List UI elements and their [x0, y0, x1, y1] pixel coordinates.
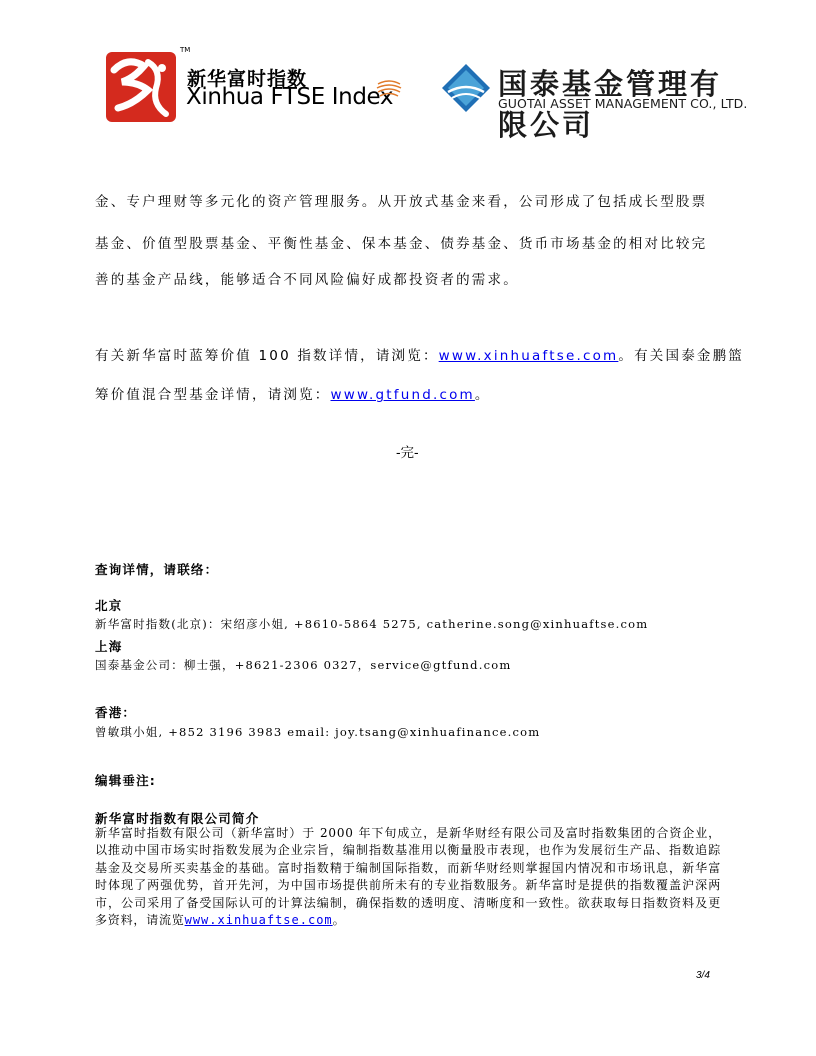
- body-para1-line1: 金、专户理财等多元化的资产管理服务。从开放式基金来看，公司形成了包括成长型股票: [95, 194, 708, 210]
- xinhua-seal-icon: [104, 48, 180, 124]
- intro-title: 新华富时指数有限公司简介: [95, 811, 260, 826]
- intro-paragraph: [95, 825, 721, 929]
- end-mark: -完-: [396, 445, 419, 461]
- gtfund-link[interactable]: www.gtfund.com: [330, 387, 475, 403]
- hongkong-label: 香港：: [95, 705, 137, 720]
- xinhua-logo-cn-text: 新华富时指数: [187, 68, 308, 90]
- shanghai-contact: 国泰基金公司：柳士强，+8621-2306 0327，service@gtfund.com: [95, 658, 512, 672]
- body-para2-line2: [95, 383, 491, 403]
- trademark-mark: TM: [180, 46, 191, 54]
- intro-text: 新华富时指数有限公司（新华富时）于 2000 年下旬成立，是新华财经有限公司及富时指数集团的合资企业，以推动中国市场实时指数发展为企业宗旨，编制指数基准用以衡量股市表现，也作为发展衍生产品、指数追踪基金及交易所买卖基金的基础。富时指数精于编制国际指数，而新华财经则掌握国内情况和市场讯息，新华富时体现了两强优势，首开先河，为中国市场提供前所未有的专业指数服务。新华富时是提供的指数覆盖沪深两市，公司采用了备受国际认可的计算法编制，确保指数的透明度、清晰度和一致性。欲获取每日指数资料及更多资料，请流览: [95, 826, 721, 928]
- xinhua-ftse-logo: [104, 46, 404, 126]
- guotai-logo-cn-text: 国泰基金管理有限公司: [498, 67, 723, 142]
- body-para1-line3: 善的基金产品线，能够适合不同风险偏好成都投资者的需求。: [95, 272, 519, 288]
- xinhua-logo-en-text: Xinhua FTSE Index: [186, 84, 394, 110]
- body-para2-line1: [95, 344, 744, 364]
- page-number: 3/4: [696, 970, 710, 981]
- body-para1-line2: 基金、价值型股票基金、平衡性基金、保本基金、债券基金、货币市场基金的相对比较完: [95, 236, 708, 252]
- para2-line2-suffix: 。: [474, 387, 491, 403]
- para2-line1-prefix: 有关新华富时蓝筹价值 100 指数详情，请浏览：: [95, 348, 439, 364]
- para2-line2-prefix: 筹价值混合型基金详情，请浏览：: [95, 387, 331, 403]
- ftse-swirl-icon: [374, 74, 404, 104]
- intro-xinhuaftse-link[interactable]: www.xinhuaftse.com: [184, 913, 333, 928]
- shanghai-label: 上海: [95, 639, 123, 654]
- beijing-contact: 新华富时指数(北京)：宋绍彦小姐, +8610-5864 5275, catherine.song@xinhuaftse.com: [95, 617, 649, 631]
- hongkong-contact: 曾敏琪小姐, +852 3196 3983 email: joy.tsang@xinhuafinance.com: [95, 725, 541, 739]
- guotai-logo-en-text: GUOTAI ASSET MANAGEMENT CO., LTD.: [498, 96, 748, 111]
- beijing-label: 北京: [95, 598, 123, 613]
- xinhuaftse-link[interactable]: www.xinhuaftse.com: [438, 348, 619, 364]
- guotai-diamond-icon: [440, 62, 492, 114]
- contact-heading: 查询详情，请联络：: [95, 562, 219, 577]
- intro-end: 。: [332, 913, 346, 928]
- guotai-logo: [440, 60, 748, 142]
- editor-note-heading: 编辑垂注:: [95, 773, 156, 788]
- para2-line1-suffix: 。有关国泰金鹏篮: [618, 348, 744, 364]
